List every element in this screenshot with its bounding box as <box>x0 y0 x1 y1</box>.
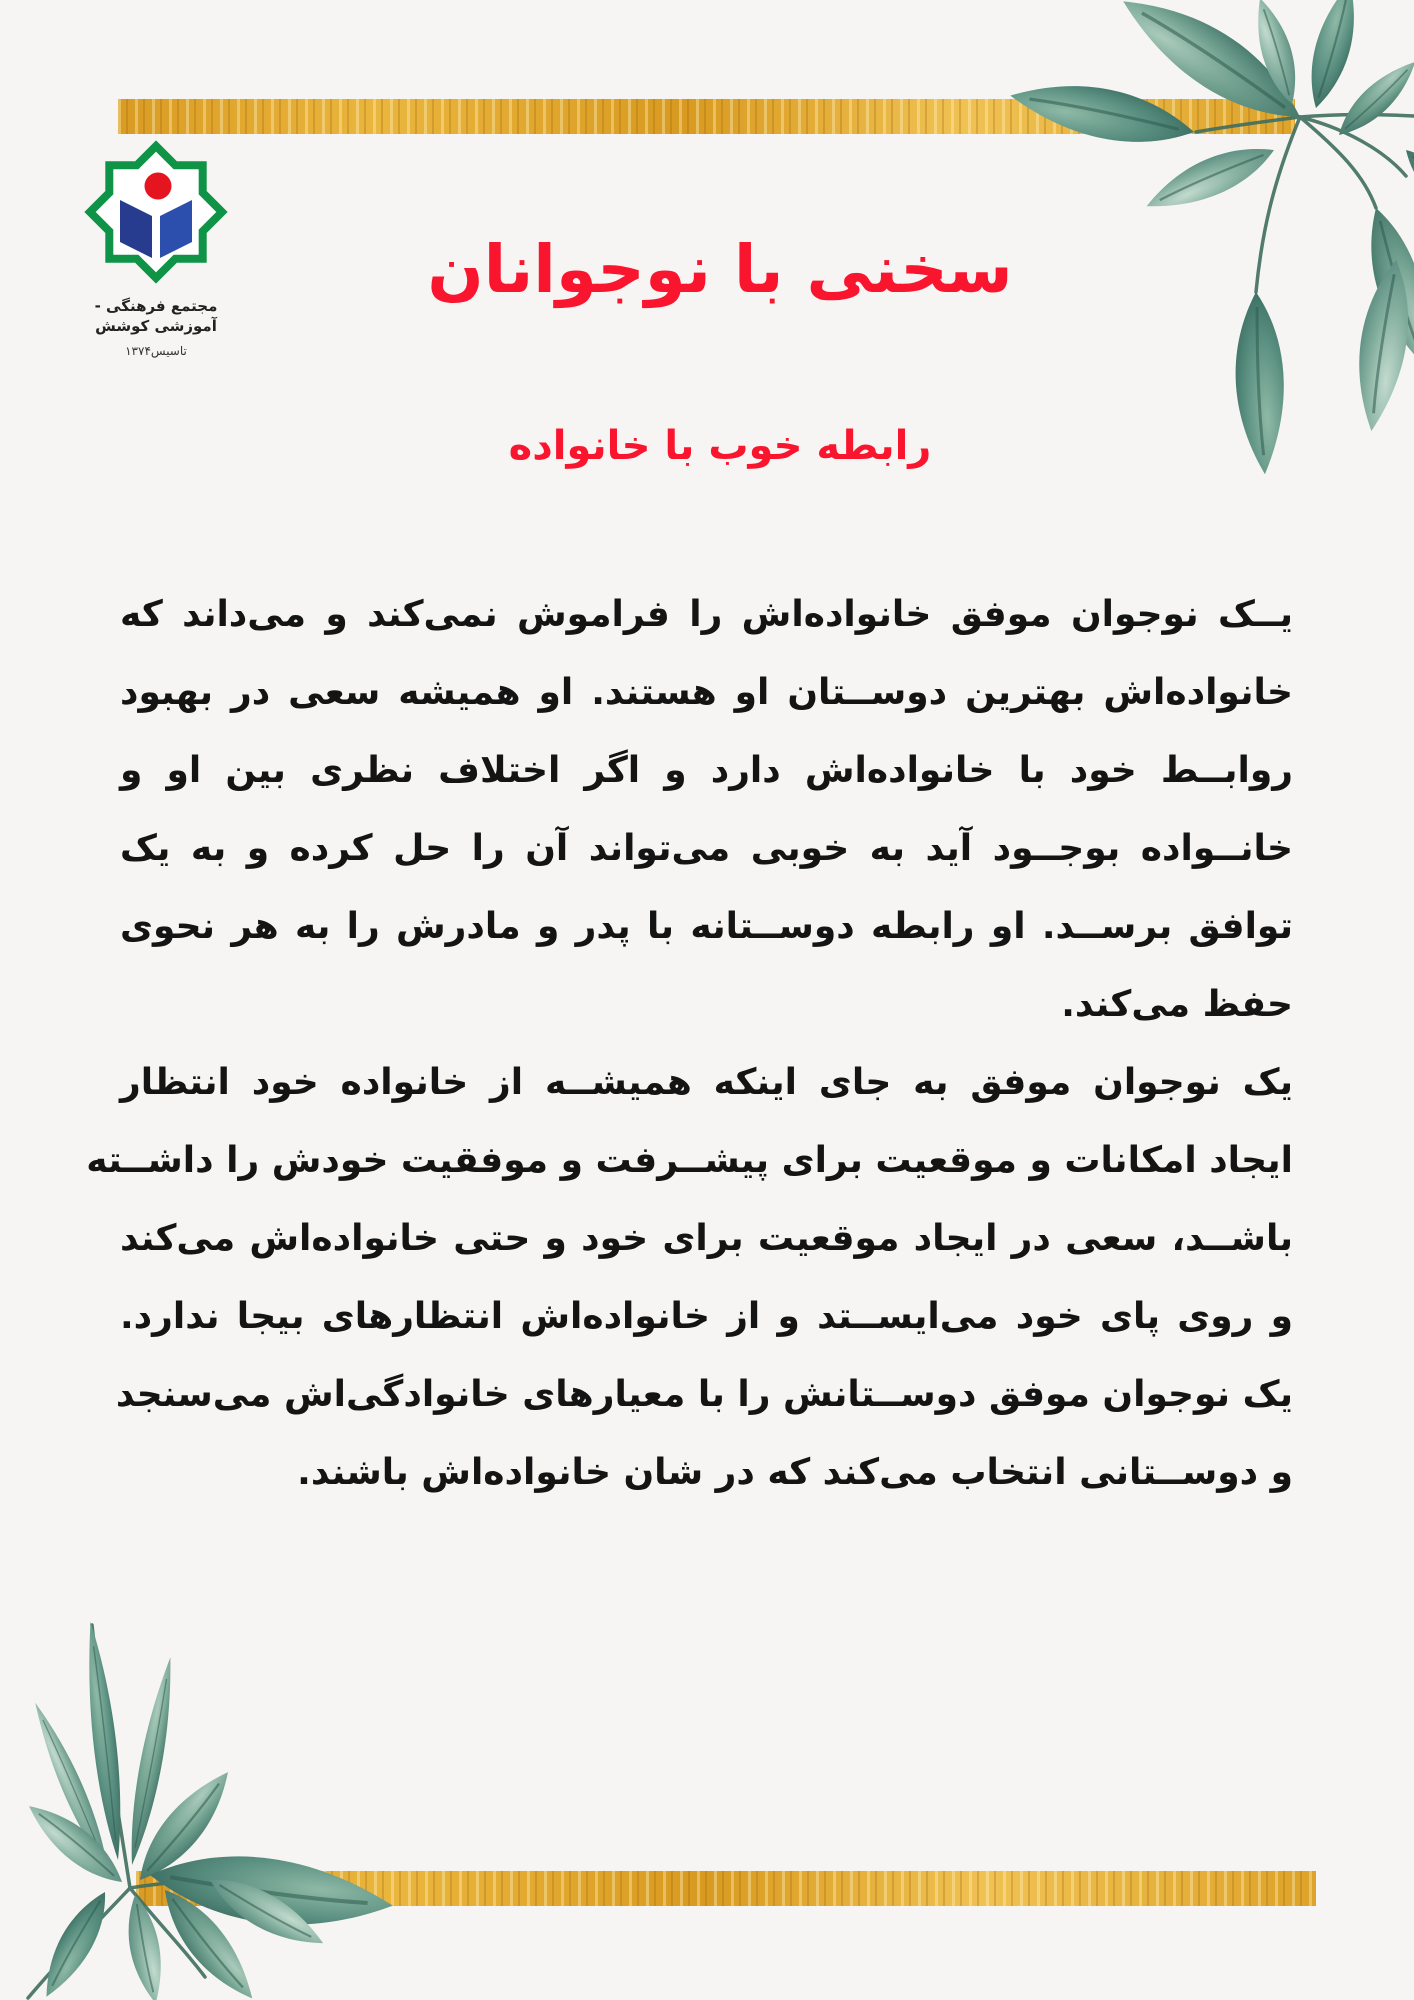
body-line: یک نوجوان موفق دوســتانش را با معیارهای خانوادگی‌اش می‌سنجد <box>115 1374 1293 1415</box>
logo-caption: مجتمع فرهنگی - آموزشی کوشش <box>94 297 218 335</box>
article-body <box>86 576 1293 1512</box>
bottom-left-leaves-decor <box>0 1530 500 2000</box>
bottom-gold-bar <box>136 1871 1316 1906</box>
body-line: ایجاد امکانات و موقعیت برای پیشــرفت و موفقیت خودش را داشــته <box>86 1140 1293 1181</box>
body-line: و دوســتانی انتخاب می‌کند که در شان خانواده‌اش باشند. <box>297 1452 1293 1493</box>
body-line: یک نوجوان موفق به جای اینکه همیشــه از خانواده خود انتظار <box>120 1062 1293 1103</box>
body-line: حفظ می‌کند. <box>1061 984 1293 1025</box>
page-title: سخنی با نوجوانان <box>427 231 1013 308</box>
page-subtitle: رابطه خوب با خانواده <box>508 423 932 469</box>
top-gold-bar <box>118 99 1295 134</box>
body-line: باشــد، سعی در ایجاد موقعیت برای خود و حتی خانواده‌اش می‌کند <box>120 1218 1293 1259</box>
body-line: و روی پای خود می‌ایســتد و از خانواده‌اش انتظارهای بیجا ندارد. <box>120 1296 1293 1337</box>
body-line: توافق برســد. او رابطه دوســتانه با پدر و مادرش را به هر نحوی <box>120 906 1293 947</box>
body-line: خانــواده بوجــود آید به خوبی می‌تواند آن را حل کرده و به یک <box>120 828 1293 869</box>
body-line: خانواده‌اش بهترین دوســتان او هستند. او همیشه سعی در بهبود <box>120 672 1293 713</box>
logo-established-year: تاسیس۱۳۷۴ <box>125 344 187 358</box>
body-line: یــک نوجوان موفق خانواده‌اش را فراموش نمی‌کند و می‌داند که <box>120 594 1293 635</box>
body-line: روابــط خود با خانواده‌اش دارد و اگر اختلاف نظری بین او و <box>120 750 1293 791</box>
